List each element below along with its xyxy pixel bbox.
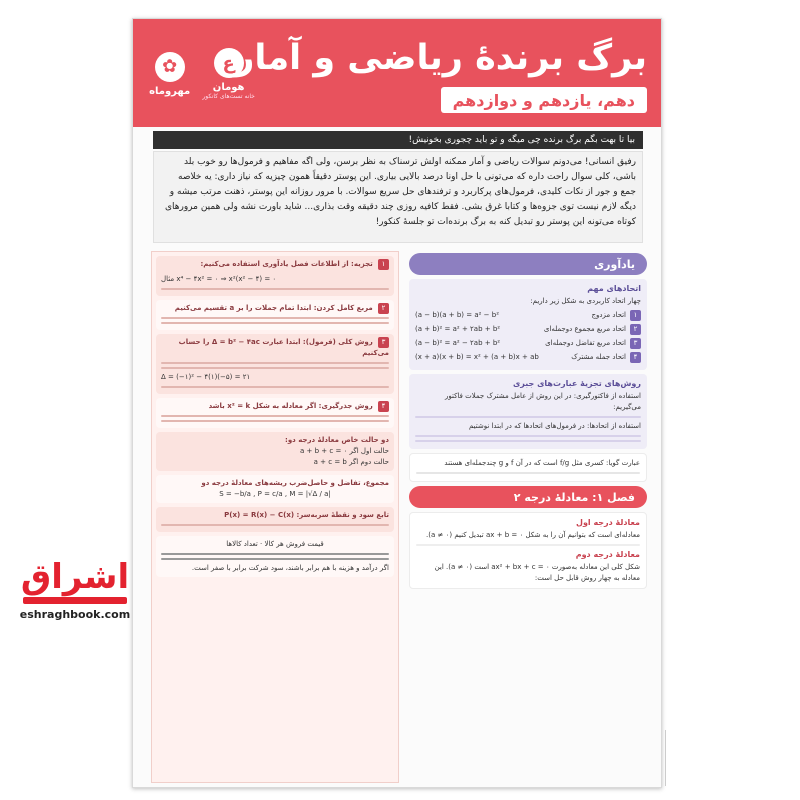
factoring-method-label: تجزیه: از اطلاعات فصل یادآوری استفاده می‌کنیم: [200,260,373,268]
identity-name: اتحاد مربع تفاضل دوجمله‌ای [545,339,626,347]
revenue-cost-footer: اگر درآمد و هزینه با هم برابر باشند، سود شرکت برابر با صفر است. [191,564,389,572]
identities-card [409,279,647,370]
profit-function-block [156,507,394,532]
identity-formula: (a − b)(a + b) = a² − b² [415,311,499,319]
identity-number: ۱ [630,310,641,321]
identity-row [415,324,641,335]
divider [161,553,389,555]
roots-relations-formula: S = −b/a , P = c/a , M = |√Δ / a| [219,490,331,498]
factoring-method-block [156,256,394,296]
rational-expression-card [409,453,647,482]
step-number-1: ۱ [378,259,389,270]
square-root-method-block [156,398,394,428]
quadratic-equation-body: شکل کلی این معادله به‌صورت ax² + bx + c = ۰ است (a ≠ ۰). این معادله به چهار روش قابل حل است: [434,563,640,582]
intro-title: بیا تا بهت بگم برگ برنده چی میگه و تو باید چجوری بخونیش! [153,131,643,149]
special-cases-label: دو حالت خاص معادلهٔ درجه دو: [285,436,389,444]
revenue-cost-label: قیمت فروش هر کالا · تعداد کالاها [226,540,324,548]
identity-name: اتحاد جمله مشترک [571,353,626,361]
identity-row [415,352,641,363]
quadratic-formula-label: روش کلی (فرمول): ابتدا عبارت Δ = b² − ۴ac را حساب می‌کنیم [178,338,389,357]
houman-logo-text: هومان [212,82,245,93]
divider [416,472,640,474]
complete-square-block [156,300,394,330]
divider [161,415,389,417]
divider [416,544,640,546]
divider [161,362,389,364]
divider [415,440,641,442]
divider [161,317,389,319]
linear-equation-body: معادله‌ای است که بتوانیم آن را به شکل ax + b = ۰ تبدیل کنیم (a ≠ ۰). [426,531,640,539]
poster-sheet [132,18,662,788]
poster-title: برگ برندهٔ ریاضی و آمار [234,38,647,78]
houman-logo-subtext: خانه تست‌های کانکور [202,93,255,100]
reminder-heading: یادآوری [409,253,647,275]
poster-header [133,19,661,127]
factoring-title: روش‌های تجزیهٔ عبارت‌های جبری [512,379,641,388]
houman-mark-icon: ع [214,48,244,78]
step-number-3: ۳ [378,337,389,348]
divider [161,288,389,290]
identity-name: اتحاد مربع مجموع دوجمله‌ای [543,325,626,333]
watermark-url: eshraghbook.com [19,608,131,621]
divider [161,558,389,560]
discriminant-equation: Δ = (−۱)² − ۴(۱)(−۵) = ۲۱ [161,373,251,381]
quadratic-formula-block [156,334,394,394]
identity-name: اتحاد مزدوج [591,311,626,319]
eshraghbook-watermark [10,557,140,640]
profit-function-label: تابع سود و نقطهٔ سربه‌سر: P(x) = R(x) − C(x) [224,511,389,519]
divider [161,367,389,369]
identity-number: ۲ [630,324,641,335]
factoring-method-1: استفاده از فاکتورگیری: در این روش از عامل مشترک جملات فاکتور می‌گیریم: [444,392,641,411]
identity-row [415,310,641,321]
identities-title: اتحادهای مهم [587,284,641,293]
identity-formula: (a + b)² = a² + ۲ab + b² [415,325,501,333]
step-number-4: ۴ [378,401,389,412]
divider [161,524,389,526]
butterfly-icon: ✿ [155,52,185,82]
identity-row [415,338,641,349]
divider [415,416,641,418]
mehromah-logo [149,52,190,97]
watermark-underline [23,597,127,604]
divider [161,386,389,388]
factoring-example: مثال x⁴ − ۴x² = ۰ ⇒ x²(x² − ۴) = ۰ [161,275,277,283]
rational-expression-note: عبارت گویا: کسری مثل f/g است که در آن f و g چندجمله‌ای هستند [444,459,640,467]
left-column [151,251,399,783]
divider [161,420,389,422]
divider [161,322,389,324]
poster-subtitle: دهم، یازدهم و دوازدهم [441,87,647,113]
identity-formula: (x + a)(x + b) = x² + (a + b)x + ab [415,353,539,361]
watermark-logo-text: اشراق [20,557,130,597]
book-edge-tab [665,730,679,786]
square-root-method-label: روش جذرگیری: اگر معادله به شکل x² = k باشد [208,402,373,410]
linear-equation-card [409,512,647,589]
identity-formula: (a − b)² = a² − ۲ab + b² [415,339,501,347]
factoring-card [409,374,647,449]
chapter-heading: فصل ۱: معادلهٔ درجه ۲ [409,486,647,508]
right-column [405,251,651,783]
step-number-2: ۲ [378,303,389,314]
factoring-method-2: استفاده از اتحادها: در فرمول‌های اتحادها که در ابتدا نوشتیم [468,422,641,430]
divider [415,435,641,437]
complete-square-label: مربع کامل کردن: ابتدا تمام جملات را بر a تقسیم می‌کنیم [174,304,373,312]
identity-number: ۴ [630,352,641,363]
special-cases-block [156,432,394,471]
mehromah-logo-text: مهروماه [149,85,191,97]
roots-relations-label: مجموع، تفاضل و حاصل‌ضرب ریشه‌های معادلهٔ درجه دو [201,479,389,487]
special-case-2: حالت دوم اگر a + c = b [313,458,389,466]
identity-number: ۳ [630,338,641,349]
revenue-cost-block [156,536,394,577]
roots-relations-block [156,475,394,503]
identities-intro: چهار اتحاد کاربردی به شکل زیر داریم: [530,297,641,305]
linear-equation-title: معادلهٔ درجه اول [576,518,640,527]
special-case-1: حالت اول اگر a + b + c = ۰ [300,447,389,455]
intro-text: رفیق انسانی! می‌دونم سوالات ریاضی و آمار ممکنه اولش ترسناک به نظر برسن، ولی اگه مفاهیم و فرمول‌ها رو خوب بلد باشی، کلی سوال راحت داره که می‌تونی با حل اونا درصد بالایی بیاری. این پوستر دقیقاً همون چیزیه که نیاز داری: یه خلاصه جمع و جور از نکات کلیدی، فرمول‌های پرکاربرد و ترفندهای حل سریع سوالات. با مرور روزانه این پوستر، ذهنت مرتب میشه و دیگه لازم نیست توی جزوه‌ها و کتابا غرق بشی. فقط کافیه روزی چند دقیقه وقت بذاری... شاید باورت نشه ولی همین مرورهای کوتاه می‌تونه این پوستر رو تبدیل کنه به برگ برنده‌ات تو جلسهٔ کنکور! [153,151,643,243]
quadratic-equation-title: معادلهٔ درجه دوم [575,550,640,559]
